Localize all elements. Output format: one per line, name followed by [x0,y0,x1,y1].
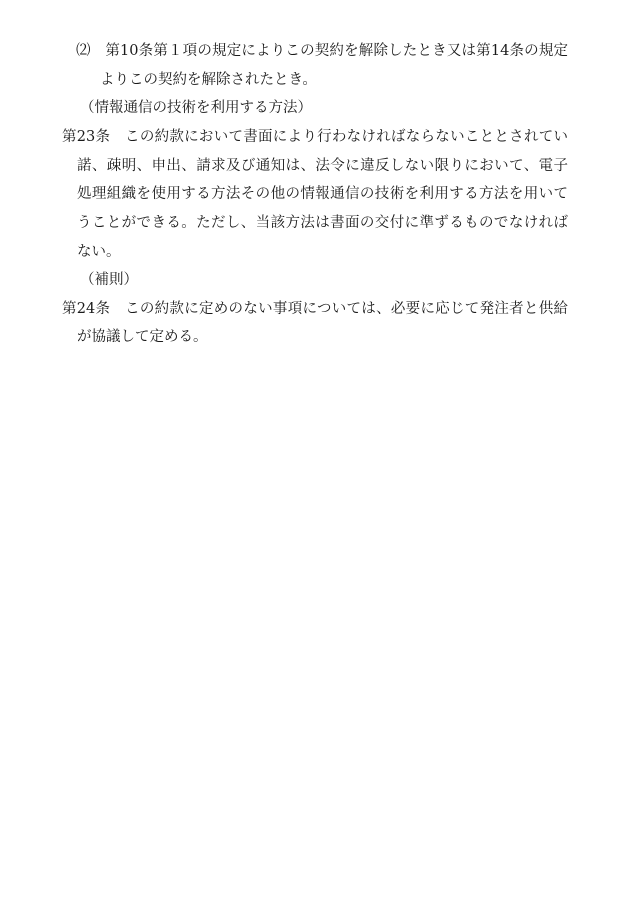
article-23-caption: （情報通信の技術を利用する方法） [80,100,312,116]
article-23-line-4: うことができる。ただし、当該方法は書面の交付に準ずるものでなければ [77,215,568,231]
article-23-line-5: ない。 [77,244,121,260]
article-23-line-2: 諾、疎明、申出、請求及び通知は、法令に違反しない限りにおいて、電子 [77,158,568,174]
item-2-line-2: よりこの契約を解除されたとき。 [100,72,317,88]
article-24-caption: （補則） [80,272,138,288]
article-24-line-2: が協議して定める。 [77,329,208,345]
article-23-line-1: 第23条 この約款において書面により行わなければならないこととされてい [62,129,568,145]
item-2-line-1: ⑵ 第10条第１項の規定によりこの契約を解除したとき又は第14条の規定 [76,43,568,59]
article-23-line-3: 処理組織を使用する方法その他の情報通信の技術を利用する方法を用いて [77,186,568,202]
article-24-line-1: 第24条 この約款に定めのない事項については、必要に応じて発注者と供給 [62,301,568,317]
